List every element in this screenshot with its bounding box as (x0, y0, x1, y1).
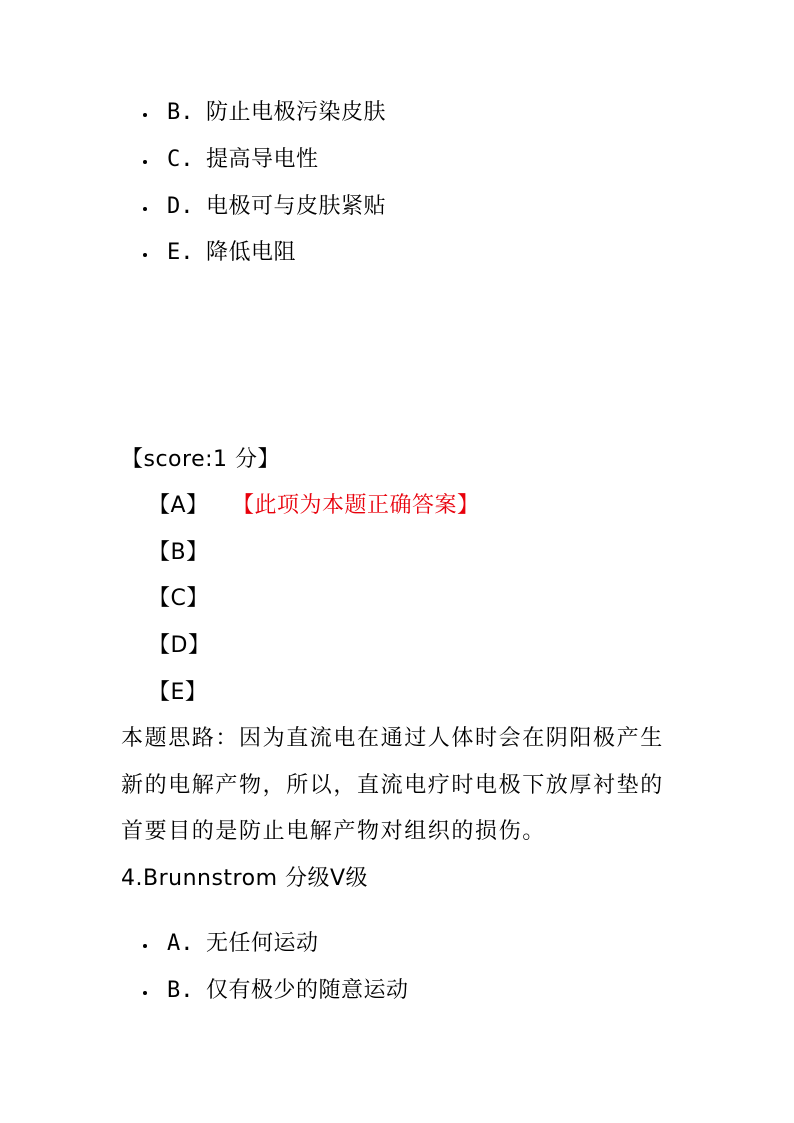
option-text: 防止电极污染皮肤 (206, 100, 387, 125)
answer-row (148, 539, 209, 567)
answer-row (148, 632, 210, 660)
bullet-icon (143, 991, 147, 995)
bullet-icon (143, 207, 147, 211)
question-title: 4.Brunnstrom 分级Ⅴ级 (121, 866, 369, 891)
answer-row (148, 679, 207, 707)
answer-label: 【A】 (148, 493, 209, 518)
option-text: 电极可与皮肤紧贴 (206, 194, 387, 219)
answer-row (148, 585, 209, 613)
option-letter: E. (167, 240, 194, 265)
answer-label: 【B】 (148, 540, 209, 565)
option-text: 仅有极少的随意运动 (206, 978, 409, 1003)
answer-row (148, 492, 480, 520)
explanation-line: 本题思路：因为直流电在通过人体时会在阴阳极产生 (121, 726, 664, 751)
bullet-icon (143, 113, 147, 117)
explanation-line: 新的电解产物，所以，直流电疗时电极下放厚衬垫的 (121, 773, 664, 798)
option-text: 提高导电性 (206, 147, 319, 172)
explanation-line: 首要目的是防止电解产物对组织的损伤。 (121, 819, 546, 844)
bullet-icon (143, 944, 147, 948)
bullet-icon (143, 253, 147, 257)
answer-label: 【E】 (148, 680, 208, 705)
bullet-icon (143, 160, 147, 164)
score-label: 【score:1 分】 (121, 447, 281, 472)
correct-answer-note: 【此项为本题正确答案】 (232, 493, 480, 518)
option-text: 降低电阻 (206, 240, 297, 265)
option-letter: B. (167, 100, 194, 125)
answer-label: 【D】 (148, 633, 211, 658)
answer-label: 【C】 (148, 586, 209, 611)
option-letter: A. (167, 931, 194, 956)
option-letter: D. (167, 194, 194, 219)
option-text: 无任何运动 (206, 931, 319, 956)
option-letter: C. (167, 147, 194, 172)
option-letter: B. (167, 978, 194, 1003)
